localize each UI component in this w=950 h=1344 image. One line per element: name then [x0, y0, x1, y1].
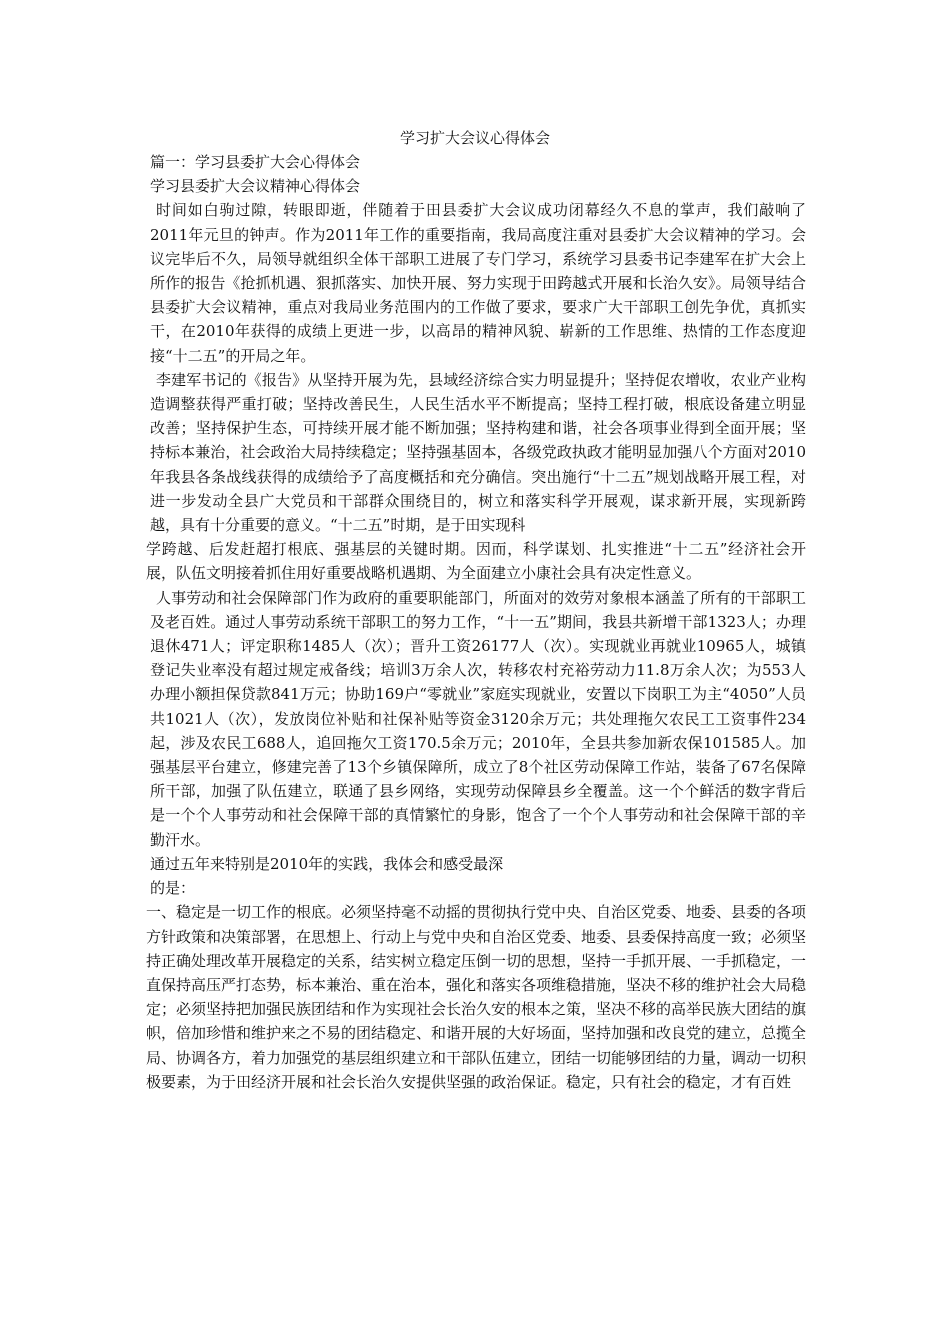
paragraph-experience-lead: 通过五年来特别是2010年的实践，我体会和感受最深 — [150, 854, 504, 873]
document-body — [146, 150, 806, 1094]
paragraph-intro: 时间如白驹过隙，转眼即逝，伴随着于田县委扩大会议成功闭幕经久不息的掌声，我们敲响了2011年元旦的钟声。作为2011年工作的重要指南，我局高度注重对县委扩大会议精神的学习。会议完毕后不久，局领导就组织全体干部职工进展了专门学习，系统学习县委书记李建军在扩大会上所作的报告《抢抓机遇、狠抓落实、加快开展、努力实现于田跨越式开展和长治久安》。局领导结合县委扩大会议精神，重点对我局业务范围内的工作做了要求，要求广大干部职工创先争优，真抓实干，在2010年获得的成绩上更进一步，以高昂的精神风貌、崭新的工作思维、热情的工作态度迎接“十二五”的开局之年。 — [150, 201, 806, 365]
heading-subtitle: 学习县委扩大会议精神心得体会 — [150, 177, 361, 196]
heading-part-one: 篇一：学习县委扩大会心得体会 — [150, 153, 361, 171]
paragraph-continuation: 学跨越、后发赶超打根底、强基层的关键时期。因而，科学谋划、扎实推进“十二五”经济社会开展，队伍文明接着抓住用好重要战略机遇期、为全面建立小康社会具有决定性意义。 — [146, 540, 806, 583]
paragraph-report-summary: 李建军书记的《报告》从坚持开展为先，县域经济综合实力明显提升；坚持促农增收，农业产业构造调整获得严重打破；坚持改善民生，人民生活水平不断提高；坚持工程打破，根底设备建立明显改善；坚持保护生态，可持续开展才能不断加强；坚持构建和谐，社会各项事业得到全面开展；坚持标本兼治，社会政治大局持续稳定；坚持强基固本，各级党政执政才能明显加强八个方面对2010年我县各条战线获得的成绩给予了高度概括和充分确信。突出施行“十二五”规划战略开展工程，对进一步发动全县广大党员和干部群众围绕目的，树立和落实科学开展观，谋求新开展，实现新跨越，具有十分重要的意义。“十二五”时期，是于田实现科 — [150, 370, 806, 535]
paragraph-statistics: 人事劳动和社会保障部门作为政府的重要职能部门，所面对的效劳对象根本涵盖了所有的干部职工及老百姓。通过人事劳动系统干部职工的努力工作，“十一五”期间，我县共新增干部1323人；办理退休471人；评定职称1485人（次）；晋升工资26177人（次）。实现就业再就业10965人，城镇登记失业率没有超过规定戒备线；培训3万余人次，转移农村充裕劳动力11.8万余人次；为553人办理小额担保贷款841万元；协助169户“零就业”家庭实现就业，安置以下岗职工为主“4050”人员共1021人（次），发放岗位补贴和社保补贴等资金3120余万元；共处理拖欠农民工工资事件234起，涉及农民工688人，追回拖欠工资170.5余万元；2010年，全县共参加新农保101585人。加强基层平台建立，修建完善了13个乡镇保障所，成立了8个社区劳动保障工作站，装备了67名保障所干部，加强了队伍建立，联通了县乡网络，实现劳动保障县乡全覆盖。这一个个鲜活的数字背后是一个个人事劳动和社会保障干部的真情繁忙的身影，饱含了一个个人事劳动和社会保障干部的辛勤汗水。 — [150, 588, 806, 849]
document-title: 学习扩大会议心得体会 — [399, 129, 550, 147]
paragraph-experience-tail: 的是： — [150, 879, 196, 898]
paragraph-point-one: 一、稳定是一切工作的根底。必须坚持毫不动摇的贯彻执行党中央、自治区党委、地委、县委的各项方针政策和决策部署，在思想上、行动上与党中央和自治区党委、地委、县委保持高度一致；必须坚持正确处理改革开展稳定的关系，结实树立稳定压倒一切的思想，坚持一手抓开展、一手抓稳定，一直保持高压严打态势，标本兼治、重在治本，强化和落实各项维稳措施，坚决不移的维护社会大局稳定；必须坚持把加强民族团结和作为实现社会长治久安的根本之策，坚决不移的高举民族大团结的旗帜，倍加珍惜和维护来之不易的团结稳定、和谐开展的大好场面，坚持加强和改良党的建立，总揽全局、协调各方，着力加强党的基层组织建立和干部队伍建立，团结一切能够团结的力量，调动一切积极要素，为于田经济开展和社会长治久安提供坚强的政治保证。稳定，只有社会的稳定，才有百姓 — [146, 903, 807, 1091]
